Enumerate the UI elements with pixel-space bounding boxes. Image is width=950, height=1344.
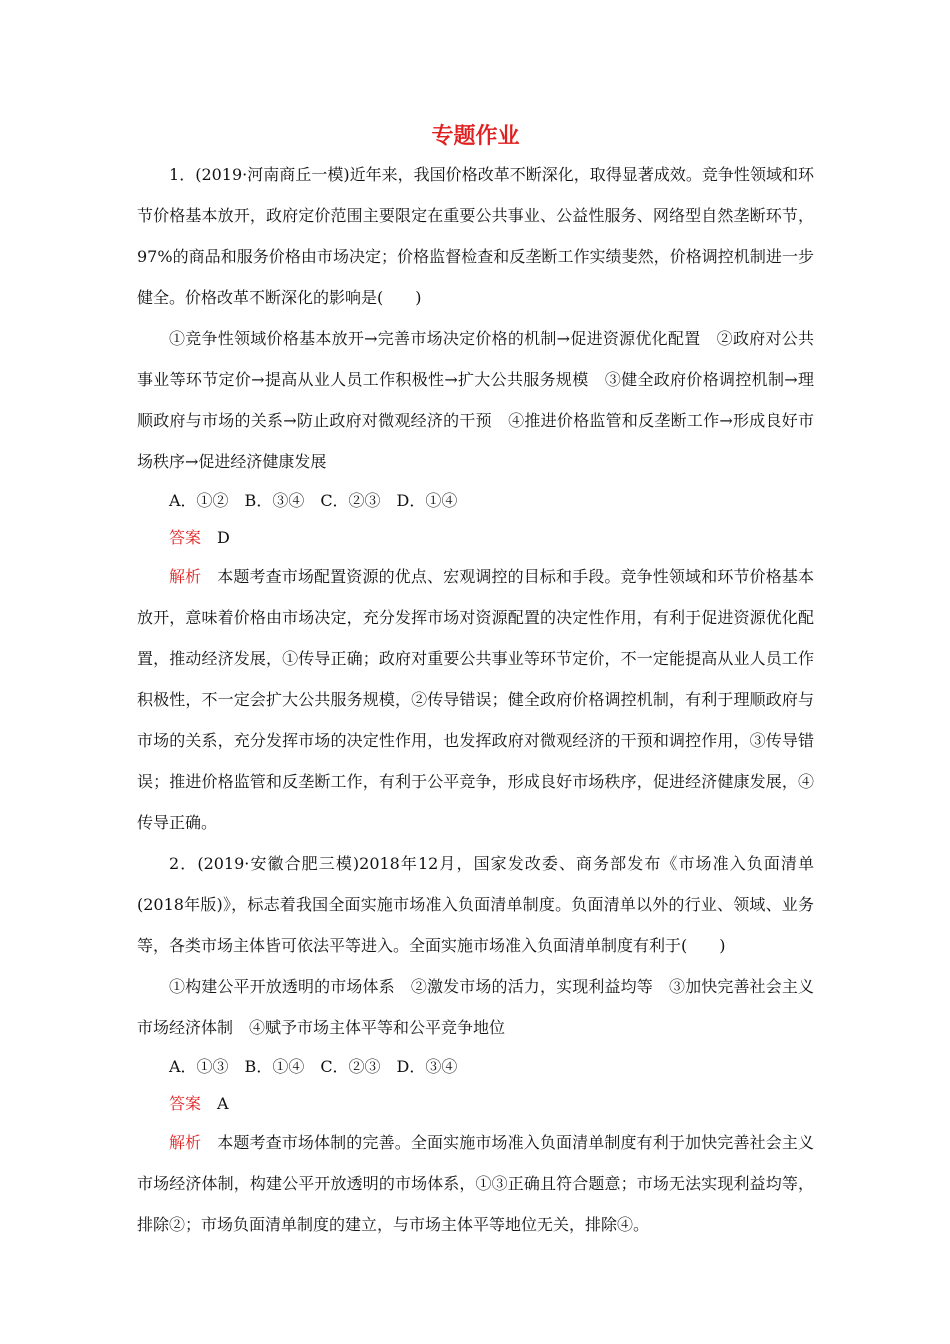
- answer-value: A: [217, 1094, 229, 1113]
- answer-value: D: [217, 528, 230, 547]
- answer-label: 答案: [169, 528, 202, 547]
- document-page: [137, 120, 814, 1245]
- question-2-analysis: [137, 1122, 814, 1245]
- page-title: 专题作业: [431, 124, 520, 149]
- question-2-stem: 2．(2019·安徽合肥三模)2018年12月，国家发改委、商务部发布《市场准入负面清单(2018年版)》，标志着我国全面实施市场准入负面清单制度。负面清单以外的行业、领域、业务等，各类市场主体皆可依法平等进入。全面实施市场准入负面清单制度有利于( ): [137, 854, 814, 955]
- answer-label: 答案: [169, 1094, 202, 1113]
- analysis-label: 解析: [169, 567, 202, 586]
- analysis-text: 本题考查市场体制的完善。全面实施市场准入负面清单制度有利于加快完善社会主义市场经济体制，构建公平开放透明的市场体系，①③正确且符合题意；市场无法实现利益均等，排除②；市场负面清单制度的建立，与市场主体平等地位无关，排除④。: [137, 1133, 814, 1234]
- question-2-answer: [137, 1085, 814, 1122]
- analysis-label: 解析: [169, 1133, 202, 1152]
- question-1-answer: [137, 519, 814, 556]
- analysis-text: 本题考查市场配置资源的优点、宏观调控的目标和手段。竞争性领域和环节价格基本放开，意味着价格由市场决定，充分发挥市场对资源配置的决定性作用，有利于促进资源优化配置，推动经济发展，①传导正确；政府对重要公共事业等环节定价，不一定能提高从业人员工作积极性，不一定会扩大公共服务规模，②传导错误；健全政府价格调控机制，有利于理顺政府与市场的关系，充分发挥市场的决定性作用，也发挥政府对微观经济的干预和调控作用，③传导错误；推进价格监管和反垄断工作，有利于公平竞争，形成良好市场秩序，促进经济健康发展，④传导正确。: [137, 567, 814, 832]
- question-1-options: A．①② B．③④ C．②③ D．①④: [169, 491, 458, 510]
- question-1-statements: ①竞争性领域价格基本放开→完善市场决定价格的机制→促进资源优化配置 ②政府对公共事业等环节定价→提高从业人员工作积极性→扩大公共服务规模 ③健全政府价格调控机制→理顺政府与市场的关系→防止政府对微观经济的干预 ④推进价格监管和反垄断工作→形成良好市场秩序→促进经济健康发展: [137, 329, 814, 471]
- question-2: [137, 843, 814, 1245]
- question-1: [137, 154, 814, 843]
- question-1-stem: 1．(2019·河南商丘一模)近年来，我国价格改革不断深化，取得显著成效。竞争性领域和环节价格基本放开，政府定价范围主要限定在重要公共事业、公益性服务、网络型自然垄断环节，97%的商品和服务价格由市场决定；价格监督检查和反垄断工作实绩斐然，价格调控机制进一步健全。价格改革不断深化的影响是( ): [137, 165, 814, 307]
- question-2-statements: ①构建公平开放透明的市场体系 ②激发市场的活力，实现利益均等 ③加快完善社会主义市场经济体制 ④赋予市场主体平等和公平竞争地位: [137, 977, 814, 1037]
- question-1-analysis: [137, 556, 814, 843]
- question-2-options: A．①③ B．①④ C．②③ D．③④: [169, 1057, 458, 1076]
